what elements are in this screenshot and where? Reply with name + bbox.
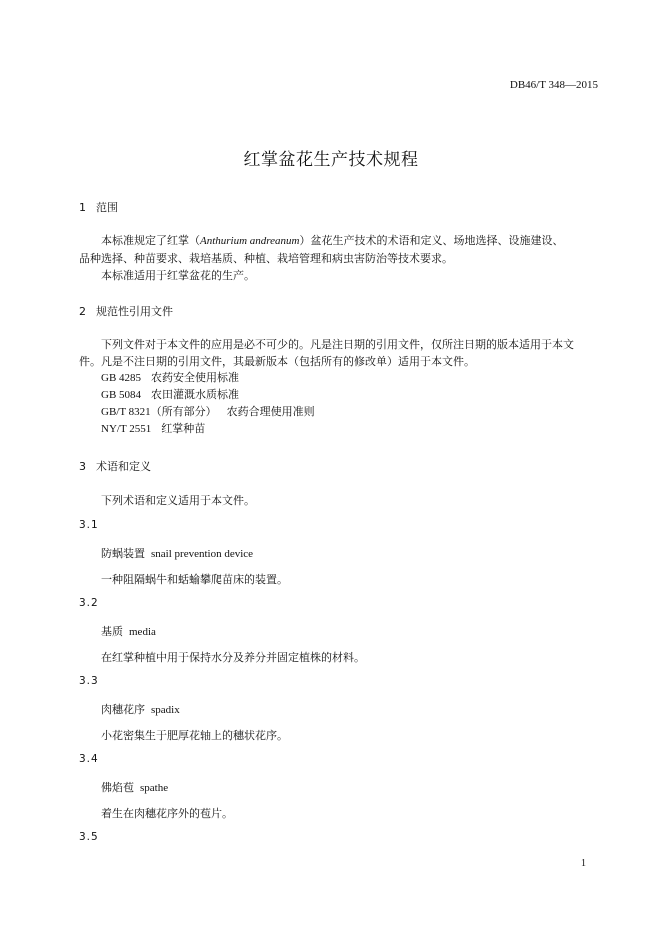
standard-code: DB46/T 348—2015 <box>509 79 598 91</box>
term-definition: 小花密集生于肥厚花轴上的穗状花序。 <box>101 729 288 742</box>
reference-code: GB 5084 <box>101 389 142 401</box>
term-chinese: 防蜗装置 <box>101 547 145 560</box>
term-entry <box>101 545 253 561</box>
term-english: spadix <box>151 704 180 716</box>
term-entry <box>101 701 180 717</box>
page-number: 1 <box>581 858 586 869</box>
scope-paragraph: 本标准规定了红掌（Anthurium andreanum）盆花生产技术的术语和定义、场地选择、设施建设、 品种选择、种苗要求、栽培基质、种植、栽培管理和病虫害防治等技术要求。 本标准适用于红掌盆花的生产。 <box>79 234 564 282</box>
section-number: 2 <box>79 305 86 318</box>
term-number: 3.4 <box>79 753 99 765</box>
reference-code: NY/T 2551 <box>101 423 152 435</box>
scope-applicability: 本标准适用于红掌盆花的生产。 <box>101 269 255 282</box>
term-chinese: 肉穗花序 <box>101 703 145 716</box>
term-chinese: 基质 <box>101 625 123 638</box>
term-entry <box>101 623 156 639</box>
term-english: snail prevention device <box>151 548 254 560</box>
term-definition: 在红掌种植中用于保持水分及养分并固定植株的材料。 <box>101 651 365 664</box>
reference-item <box>101 370 239 387</box>
reference-item <box>101 404 315 421</box>
reference-name: 红掌种苗 <box>161 423 206 435</box>
term-english: spathe <box>140 782 169 794</box>
section-3-heading <box>79 458 151 474</box>
reference-name: 农药安全使用标准 <box>151 372 240 384</box>
section-number: 3 <box>79 460 86 473</box>
references-paragraph: 下列文件对于本文件的应用是必不可少的。凡是注日期的引用文件，仅所注日期的版本适用于本文 件。凡是不注日期的引用文件，其最新版本（包括所有的修改单）适用于本文件。 <box>79 338 574 368</box>
term-definition: 着生在肉穗花序外的苞片。 <box>101 807 233 820</box>
terms-intro: 下列术语和定义适用于本文件。 <box>101 494 255 507</box>
section-1-heading <box>79 199 118 215</box>
reference-name: 农田灌溉水质标准 <box>151 389 240 401</box>
section-number: 1 <box>79 201 86 214</box>
section-title: 术语和定义 <box>96 460 151 473</box>
term-english: media <box>129 626 156 638</box>
term-number: 3.5 <box>79 831 99 843</box>
reference-code: GB 4285 <box>101 372 142 384</box>
term-entry <box>101 779 168 795</box>
reference-item <box>101 421 205 438</box>
term-number: 3.2 <box>79 597 99 609</box>
term-number: 3.3 <box>79 675 99 687</box>
term-number: 3.1 <box>79 519 99 531</box>
section-2-heading <box>79 303 173 319</box>
document-title: 红掌盆花生产技术规程 <box>243 150 419 170</box>
reference-item <box>101 387 239 404</box>
section-title: 规范性引用文件 <box>96 305 173 318</box>
section-title: 范围 <box>96 201 118 214</box>
reference-code: GB/T 8321（所有部分） <box>101 406 217 418</box>
reference-name: 农药合理使用准则 <box>226 406 315 418</box>
latin-species-name: Anthurium andreanum <box>200 235 300 247</box>
term-chinese: 佛焰苞 <box>101 781 134 794</box>
term-definition: 一种阻隔蜗牛和蛞蝓攀爬苗床的装置。 <box>101 573 288 586</box>
